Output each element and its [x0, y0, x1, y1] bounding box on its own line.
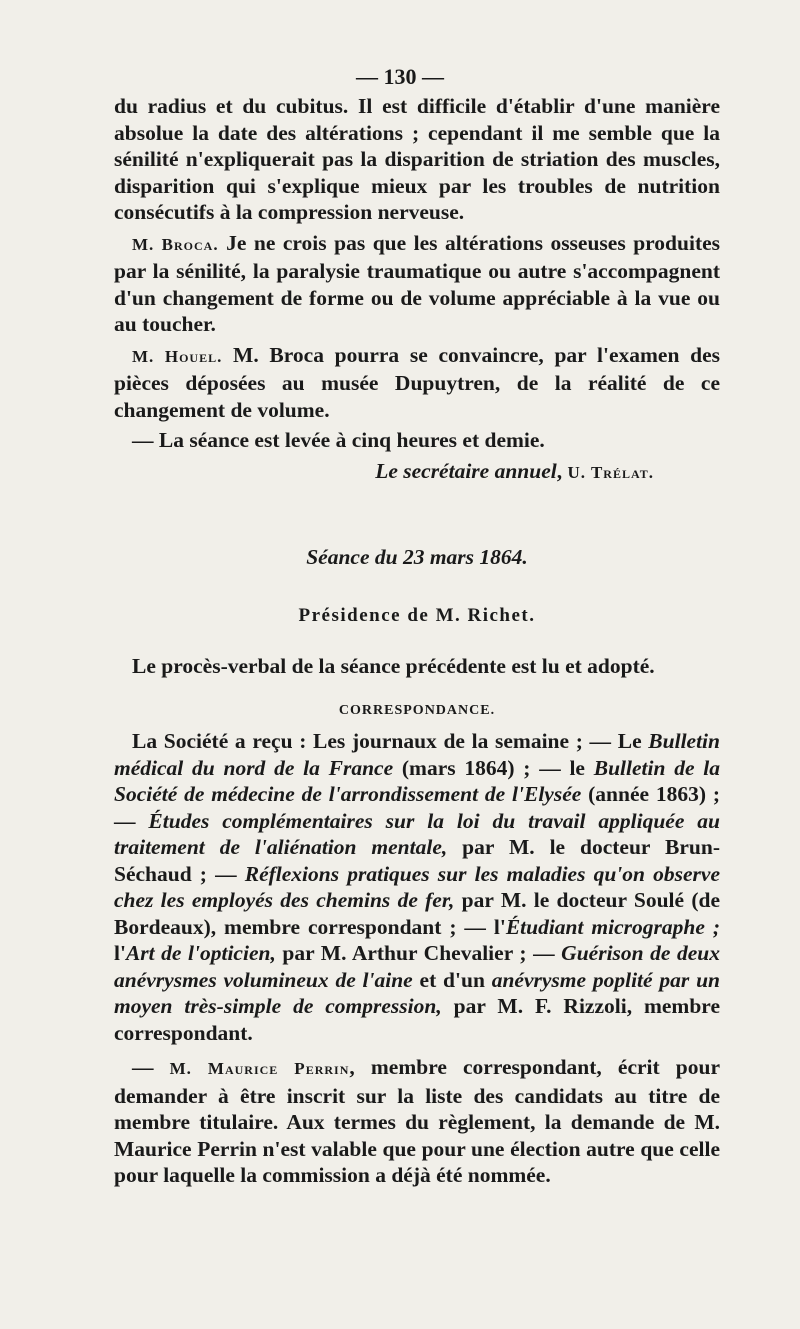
- corr-title-6: Art de l'opticien,: [125, 941, 276, 965]
- corr-text-7: par M. Arthur Chevalier ; —: [275, 941, 562, 965]
- proces-verbal: Le procès-verbal de la séance précédente est lu et adopté.: [132, 654, 655, 678]
- signature-name: U. Trélat.: [567, 462, 654, 482]
- speaker-perrin: M. Maurice Perrin: [169, 1059, 350, 1078]
- presidence-heading: Présidence de M. Richet.: [298, 604, 536, 626]
- corr-text-4: par M. le docteur Brun-Séchaud ; —: [114, 835, 720, 886]
- corr-text-3: (année 1863) ; —: [114, 782, 721, 833]
- paragraph-broca: [114, 230, 720, 338]
- speaker-broca: M. Broca.: [132, 234, 219, 254]
- corr-text-6: l': [114, 941, 126, 965]
- corr-text-5: par M. le docteur Soulé (de Bordeaux), membre correspondant ; — l': [114, 888, 720, 939]
- signature-role: Le secrétaire annuel: [375, 458, 557, 483]
- corr-text-8: et d'un: [412, 967, 492, 992]
- paragraph-continuation: du radius et du cubitus. Il est difficile d'établir d'une manière absolue la date des altérations ; cependant il me semble que la sénilité n'expliquerait pas la disparition de striation des muscles, disparition qui s'explique mieux par les troubles de nutrition consécutifs à la compression nerveuse.: [114, 94, 720, 224]
- session-closing: — La séance est levée à cinq heures et demie.: [132, 428, 545, 452]
- text-column: [114, 93, 720, 1189]
- corr-title-8: anévrysme poplité par un moyen très-simple de compression,: [114, 967, 720, 1018]
- corr-title-7: Guérison de deux anévrysmes volumineux de l'aine: [114, 941, 721, 992]
- perrin-dash: —: [132, 1055, 170, 1079]
- broca-text: Je ne crois pas que les altérations osseuses produites par la sénilité, la paralysie traumatique ou autre s'accompagnent d'un changement de forme ou de volume appréciable à la vue ou au toucher.: [114, 230, 721, 336]
- paragraph-houel: [114, 342, 720, 424]
- corr-title-3: Études complémentaires sur la loi du travail appliquée au traitement de l'aliénation mentale,: [114, 808, 720, 859]
- page-number: — 130 —: [356, 64, 444, 89]
- corr-title-1: Bulletin médical du nord de la France: [114, 729, 720, 780]
- correspondance-heading: CORRESPONDANCE.: [338, 702, 496, 718]
- paragraph-correspondance: [114, 728, 720, 1046]
- signature-sep: ,: [556, 458, 568, 483]
- speaker-houel: M. Houel.: [132, 346, 223, 366]
- houel-text: M. Broca pourra se convaincre, par l'examen des pièces déposées au musée Dupuytren, de la réalité de ce changement de volume.: [114, 342, 720, 422]
- corr-text-2: (mars 1864) ; — le: [393, 755, 594, 780]
- perrin-text: , membre correspondant, écrit pour demander à être inscrit sur la liste des candidats au titre de membre titulaire. Aux termes du règlement, la demande de M. Maurice Perrin n'est valable que pour une élection autre que celle pour laquelle la commission a déjà été nommée.: [114, 1055, 720, 1187]
- corr-text-9: par M. F. Rizzoli, membre correspondant.: [114, 994, 720, 1045]
- corr-text-1: La Société a reçu : Les journaux de la semaine ; — Le: [132, 729, 649, 753]
- corr-title-4: Réflexions pratiques sur les maladies qu'on observe chez les employés des chemins de fer,: [114, 861, 720, 912]
- paragraph-perrin: [114, 1054, 720, 1189]
- corr-title-2: Bulletin de la Société de médecine de l'arrondissement de l'Elysée: [114, 755, 720, 806]
- signature: [114, 458, 720, 487]
- corr-title-5: Étudiant micrographe ;: [505, 914, 720, 939]
- seance-heading: Séance du 23 mars 1864.: [306, 545, 528, 569]
